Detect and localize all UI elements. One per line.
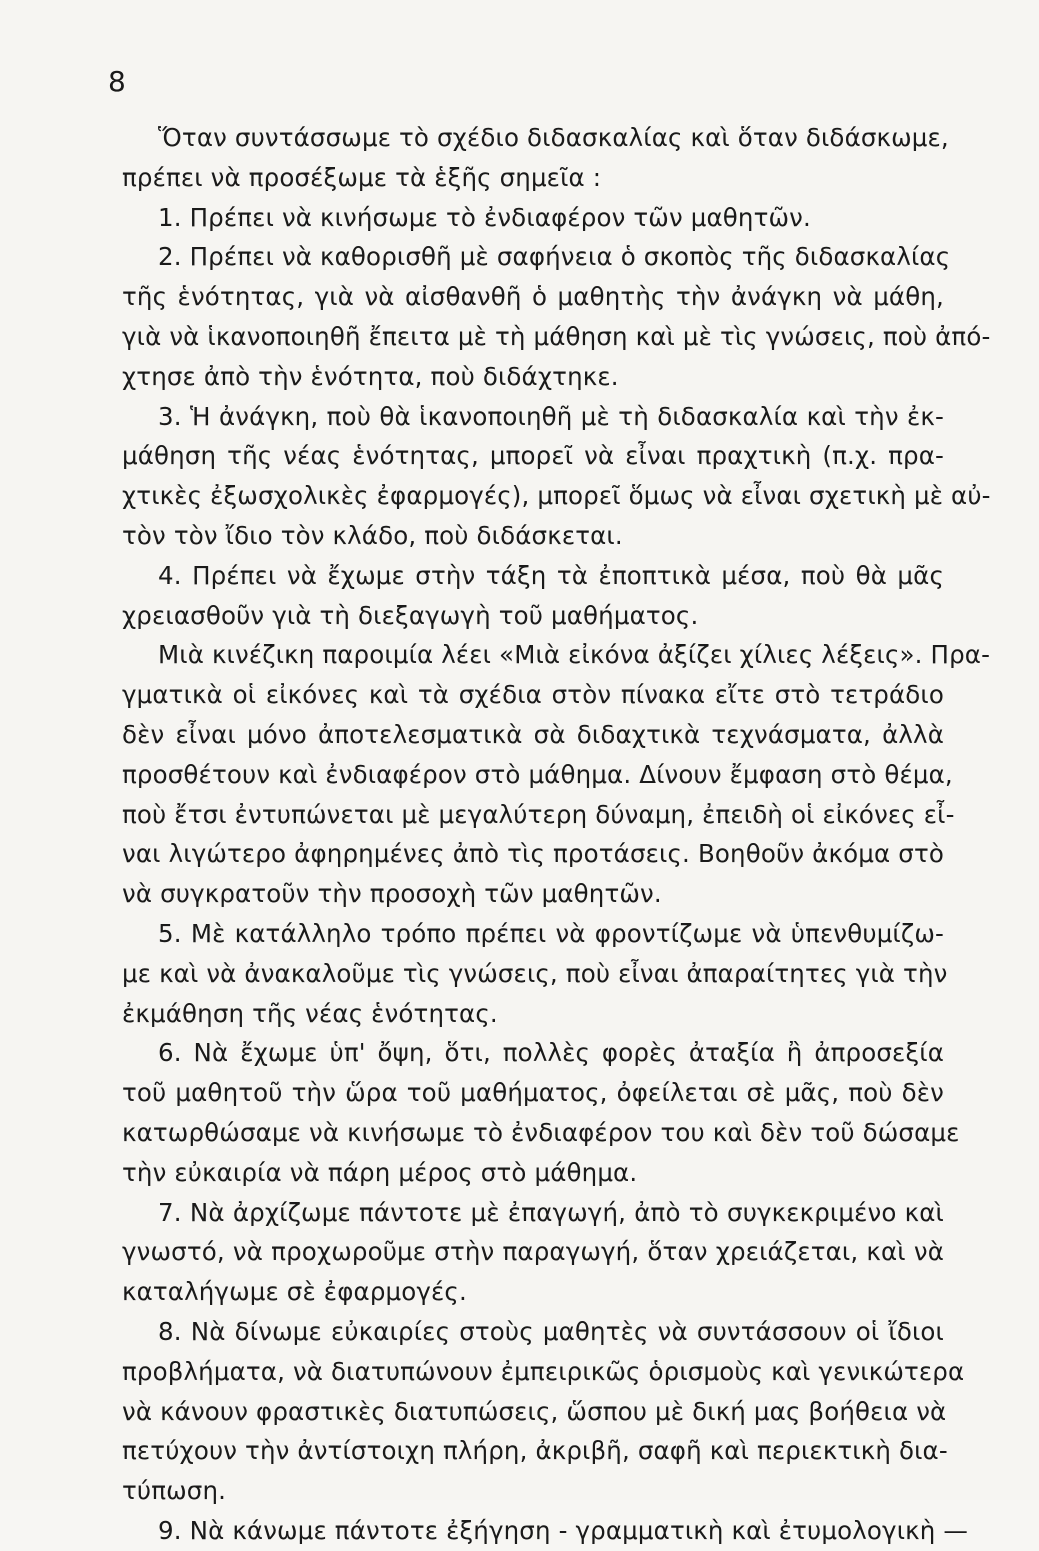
line-text: γνωστό, νὰ προχωροῦμε στὴν παραγωγή, ὅταν χρειάζεται, καὶ νὰ	[122, 1237, 944, 1267]
text-line	[0, 1392, 1039, 1432]
text-line	[0, 277, 1039, 317]
text-line	[0, 1511, 1039, 1551]
line-text: 7. Νὰ ἀρχίζωμε πάντοτε μὲ ἐπαγωγή, ἀπὸ τὸ συγκεκριμένο καὶ	[158, 1197, 944, 1227]
line-text: Ὅταν συντάσσωμε τὸ σχέδιο διδασκαλίας καὶ ὅταν διδάσκωμε,	[158, 123, 949, 152]
text-line	[0, 556, 1039, 596]
line-text: προσθέτουν καὶ ἐνδιαφέρον στὸ μάθημα. Δίνουν ἔμφαση στὸ θέμα,	[122, 759, 953, 789]
line-text: μάθηση τῆς νέας ἑνότητας, μπορεῖ νὰ εἶναι πραχτικὴ (π.χ. πρα-	[122, 441, 944, 471]
text-line	[0, 1471, 1039, 1511]
line-text: γματικὰ οἱ εἰκόνες καὶ τὰ σχέδια στὸν πίνακα εἴτε στὸ τετράδιο	[122, 680, 944, 710]
text-line	[0, 436, 1039, 476]
text-line	[0, 237, 1039, 277]
line-text: 1. Πρέπει νὰ κινήσωμε τὸ ἐνδιαφέρον τῶν μαθητῶν.	[158, 202, 811, 232]
text-line	[0, 158, 1039, 198]
body-text	[0, 118, 1039, 1551]
line-text: 4. Πρέπει νὰ ἔχωμε στὴν τάξη τὰ ἐποπτικὰ μέσα, ποὺ θὰ μᾶς	[158, 560, 944, 590]
text-line	[0, 596, 1039, 636]
line-text: 8. Νὰ δίνωμε εὐκαιρίες στοὺς μαθητὲς νὰ συντάσσουν οἱ ἴδιοι	[158, 1316, 944, 1346]
line-text: καταλήγωμε σὲ ἐφαρμογές.	[122, 1277, 467, 1307]
line-text: πρέπει νὰ προσέξωμε τὰ ἑξῆς σημεῖα :	[122, 162, 602, 192]
line-text: ἐκμάθηση τῆς νέας ἑνότητας.	[122, 998, 498, 1028]
text-line	[0, 357, 1039, 397]
line-text: με καὶ νὰ ἀνακαλοῦμε τὶς γνώσεις, ποὺ εἶναι ἀπαραίτητες γιὰ τὴν	[122, 958, 948, 988]
text-line	[0, 1232, 1039, 1272]
line-text: προβλήματα, νὰ διατυπώνουν ἐμπειρικῶς ὁρισμοὺς καὶ γενικώτερα	[122, 1356, 965, 1386]
line-text: τῆς ἑνότητας, γιὰ νὰ αἰσθανθῆ ὁ μαθητὴς τὴν ἀνάγκη νὰ μάθη,	[122, 282, 944, 312]
text-line	[0, 317, 1039, 357]
text-line	[0, 994, 1039, 1034]
text-line	[0, 397, 1039, 437]
line-text: νὰ συγκρατοῦν τὴν προσοχὴ τῶν μαθητῶν.	[122, 879, 662, 909]
text-line	[0, 1113, 1039, 1153]
text-line	[0, 1431, 1039, 1471]
text-line	[0, 914, 1039, 954]
text-line	[0, 635, 1039, 675]
text-line	[0, 516, 1039, 556]
line-text: χρειασθοῦν γιὰ τὴ διεξαγωγὴ τοῦ μαθήματος.	[122, 600, 699, 630]
line-text: νὰ κάνουν φραστικὲς διατυπώσεις, ὥσπου μὲ δική μας βοήθεια νὰ	[122, 1396, 947, 1426]
line-text: χτικὲς ἐξωσχολικὲς ἐφαρμογές), μπορεῖ ὅμως νὰ εἶναι σχετικὴ μὲ αὐ-	[122, 481, 991, 511]
text-line	[0, 198, 1039, 238]
text-line	[0, 1312, 1039, 1352]
text-line	[0, 1033, 1039, 1073]
text-line	[0, 715, 1039, 755]
text-line	[0, 476, 1039, 516]
text-line	[0, 755, 1039, 795]
line-text: τύπωση.	[122, 1476, 227, 1506]
text-line	[0, 1153, 1039, 1193]
text-line	[0, 874, 1039, 914]
line-text: πετύχουν τὴν ἀντίστοιχη πλήρη, ἀκριβῆ, σαφῆ καὶ περιεκτικὴ δια-	[122, 1436, 948, 1466]
text-line	[0, 1272, 1039, 1312]
page-number: 8	[108, 65, 126, 98]
line-text: ναι λιγώτερο ἀφηρημένες ἀπὸ τὶς προτάσεις. Βοηθοῦν ἀκόμα στὸ	[122, 839, 944, 869]
line-text: γιὰ νὰ ἱκανοποιηθῆ ἔπειτα μὲ τὴ μάθηση καὶ μὲ τὶς γνώσεις, ποὺ ἀπό-	[122, 321, 991, 351]
text-line	[0, 1073, 1039, 1113]
text-line	[0, 954, 1039, 994]
text-line	[0, 675, 1039, 715]
line-text: Μιὰ κινέζικη παροιμία λέει «Μιὰ εἰκόνα ἀξίζει χίλιες λέξεις». Πρα-	[158, 640, 991, 670]
text-line	[0, 834, 1039, 874]
line-text: ποὺ ἔτσι ἐντυπώνεται μὲ μεγαλύτερη δύναμη, ἐπειδὴ οἱ εἰκόνες εἶ-	[122, 799, 955, 829]
line-text: 3. Ἡ ἀνάγκη, ποὺ θὰ ἱκανοποιηθῆ μὲ τὴ διδασκαλία καὶ τὴν ἐκ-	[158, 401, 944, 431]
line-text: δὲν εἶναι μόνο ἀποτελεσματικὰ σὰ διδαχτικὰ τεχνάσματα, ἀλλὰ	[122, 719, 944, 749]
line-text: 6. Νὰ ἔχωμε ὑπ' ὄψη, ὅτι, πολλὲς φορὲς ἀταξία ἢ ἀπροσεξία	[158, 1038, 944, 1068]
line-text: χτησε ἀπὸ τὴν ἑνότητα, ποὺ διδάχτηκε.	[122, 361, 619, 391]
text-line	[0, 795, 1039, 835]
line-text: τὸν τὸν ἴδιο τὸν κλάδο, ποὺ διδάσκεται.	[122, 520, 623, 550]
line-text: 5. Μὲ κατάλληλο τρόπο πρέπει νὰ φροντίζωμε νὰ ὑπενθυμίζω-	[158, 918, 944, 948]
line-text: κατωρθώσαμε νὰ κινήσωμε τὸ ἐνδιαφέρον του καὶ δὲν τοῦ δώσαμε	[122, 1117, 960, 1147]
line-text: τοῦ μαθητοῦ τὴν ὥρα τοῦ μαθήματος, ὀφείλεται σὲ μᾶς, ποὺ δὲν	[122, 1078, 944, 1108]
line-text: τὴν εὐκαιρία νὰ πάρη μέρος στὸ μάθημα.	[122, 1157, 638, 1187]
line-text: 2. Πρέπει νὰ καθορισθῆ μὲ σαφήνεια ὁ σκοπὸς τῆς διδασκαλίας	[158, 242, 951, 272]
text-line	[0, 1352, 1039, 1392]
line-text: 9. Νὰ κάνωμε πάντοτε ἐξήγηση - γραμματικὴ καὶ ἐτυμολογικὴ —	[158, 1515, 968, 1545]
text-line	[0, 1193, 1039, 1233]
text-line	[0, 118, 1039, 158]
